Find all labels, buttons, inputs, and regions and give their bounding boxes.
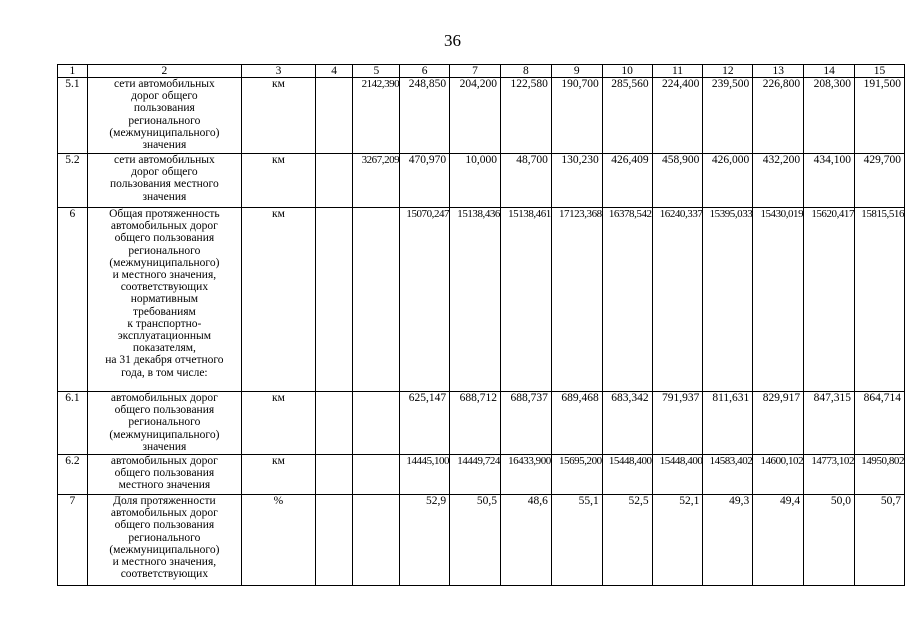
unit-cell: км bbox=[242, 455, 316, 495]
value-cell-col14: 50,0 bbox=[804, 495, 855, 586]
value-cell-col10: 15448,400 bbox=[602, 455, 652, 495]
indicator-name-line: общего пользования bbox=[114, 519, 215, 532]
value-cell-col6: 15070,247 bbox=[400, 208, 450, 392]
indicator-name-line: соответствующих bbox=[120, 568, 209, 581]
value-cell-col14: 14773,102 bbox=[804, 455, 855, 495]
value-cell-col11: 15448,400 bbox=[652, 455, 703, 495]
column-header-13: 13 bbox=[753, 65, 804, 78]
row-number: 6 bbox=[58, 208, 88, 392]
column-header-5: 5 bbox=[353, 65, 400, 78]
column-header-8: 8 bbox=[500, 65, 551, 78]
table-row bbox=[58, 208, 905, 392]
indicator-name-line: общего пользования bbox=[114, 232, 215, 245]
table-row bbox=[58, 455, 905, 495]
column-header-14: 14 bbox=[804, 65, 855, 78]
value-cell-col14: 208,300 bbox=[804, 78, 855, 154]
indicator-name-line: регионального bbox=[128, 531, 201, 544]
indicator-name-line: значения bbox=[142, 190, 187, 203]
indicator-name-line: общего пользования bbox=[114, 404, 215, 417]
indicator-name-line: Общая протяженность bbox=[109, 208, 220, 220]
indicator-name-line: пользования bbox=[133, 102, 195, 115]
value-cell-col10: 52,5 bbox=[602, 495, 652, 586]
indicator-name-line: (межмуниципального) bbox=[109, 543, 220, 556]
indicator-name-line: (межмуниципального) bbox=[109, 256, 220, 269]
column-header-9: 9 bbox=[551, 65, 602, 78]
value-cell-col9: 55,1 bbox=[551, 495, 602, 586]
column-header-10: 10 bbox=[602, 65, 652, 78]
indicator-name-line: значения bbox=[142, 139, 187, 152]
value-cell-col10: 683,342 bbox=[602, 392, 652, 455]
value-cell-col12: 239,500 bbox=[703, 78, 753, 154]
value-cell-col12: 811,631 bbox=[703, 392, 753, 455]
value-cell-col9: 689,468 bbox=[551, 392, 602, 455]
value-cell-col9: 130,230 bbox=[551, 154, 602, 208]
value-cell-col11: 458,900 bbox=[652, 154, 703, 208]
value-cell-col4 bbox=[315, 455, 352, 495]
indicator-name-line: Доля протяженности bbox=[113, 495, 216, 507]
indicator-name-line: эксплуатационным bbox=[117, 330, 212, 343]
column-header-15: 15 bbox=[855, 65, 905, 78]
value-cell-col6: 52,9 bbox=[400, 495, 450, 586]
indicator-name-line: местного значения bbox=[118, 479, 211, 492]
indicator-name-line: нормативным bbox=[130, 293, 199, 306]
indicator-name bbox=[87, 154, 241, 208]
value-cell-col6: 470,970 bbox=[400, 154, 450, 208]
value-cell-col13: 432,200 bbox=[753, 154, 804, 208]
value-cell-col5 bbox=[353, 455, 400, 495]
value-cell-col6: 248,850 bbox=[400, 78, 450, 154]
indicator-name-line: автомобильных дорог bbox=[110, 455, 218, 467]
unit-cell: км bbox=[242, 78, 316, 154]
value-cell-col4 bbox=[315, 78, 352, 154]
value-cell-col6: 14445,100 bbox=[400, 455, 450, 495]
value-cell-col10: 426,409 bbox=[602, 154, 652, 208]
value-cell-col7: 204,200 bbox=[450, 78, 501, 154]
value-cell-col4 bbox=[315, 154, 352, 208]
indicator-name-line: сети автомобильных bbox=[114, 154, 215, 166]
indicator-name-line: и местного значения, bbox=[112, 269, 217, 282]
value-cell-col13: 829,917 bbox=[753, 392, 804, 455]
value-cell-col15: 50,7 bbox=[855, 495, 905, 586]
value-cell-col6: 625,147 bbox=[400, 392, 450, 455]
value-cell-col15: 14950,802 bbox=[855, 455, 905, 495]
value-cell-col8: 15138,461 bbox=[500, 208, 551, 392]
indicator-name-line: показателям, bbox=[132, 342, 196, 355]
column-header-7: 7 bbox=[450, 65, 501, 78]
value-cell-col7: 15138,436 bbox=[450, 208, 501, 392]
row-number: 7 bbox=[58, 495, 88, 586]
value-cell-col8: 122,580 bbox=[500, 78, 551, 154]
value-cell-col14: 434,100 bbox=[804, 154, 855, 208]
row-number: 5.1 bbox=[58, 78, 88, 154]
value-cell-col15: 15815,516 bbox=[855, 208, 905, 392]
indicator-name bbox=[87, 495, 241, 586]
indicator-name bbox=[87, 78, 241, 154]
data-table bbox=[57, 64, 905, 586]
row-number: 6.1 bbox=[58, 392, 88, 455]
value-cell-col8: 16433,900 bbox=[500, 455, 551, 495]
table-row bbox=[58, 392, 905, 455]
value-cell-col5: 3267,209 bbox=[353, 154, 400, 208]
value-cell-col11: 224,400 bbox=[652, 78, 703, 154]
value-cell-col12: 49,3 bbox=[703, 495, 753, 586]
value-cell-col4 bbox=[315, 208, 352, 392]
value-cell-col13: 14600,102 bbox=[753, 455, 804, 495]
value-cell-col13: 226,800 bbox=[753, 78, 804, 154]
page-number: 36 bbox=[444, 31, 461, 50]
indicator-name-line: автомобильных дорог bbox=[110, 220, 218, 233]
column-header-4: 4 bbox=[315, 65, 352, 78]
indicator-name-line: дорог общего bbox=[131, 90, 198, 103]
value-cell-col11: 52,1 bbox=[652, 495, 703, 586]
indicator-name-line: требованиям bbox=[132, 305, 196, 318]
indicator-name-line: регионального bbox=[128, 114, 201, 127]
value-cell-col12: 15395,033 bbox=[703, 208, 753, 392]
value-cell-col11: 16240,337 bbox=[652, 208, 703, 392]
indicator-name-line: (межмуниципального) bbox=[109, 126, 220, 139]
unit-cell: км bbox=[242, 392, 316, 455]
column-header-11: 11 bbox=[652, 65, 703, 78]
indicator-name-line: автомобильных дорог bbox=[110, 507, 218, 520]
value-cell-col9: 17123,368 bbox=[551, 208, 602, 392]
header-row bbox=[58, 65, 905, 78]
value-cell-col13: 49,4 bbox=[753, 495, 804, 586]
column-header-6: 6 bbox=[400, 65, 450, 78]
column-header-1: 1 bbox=[58, 65, 88, 78]
indicator-name-line: года, в том числе: bbox=[121, 366, 208, 379]
value-cell-col15: 191,500 bbox=[855, 78, 905, 154]
value-cell-col10: 285,560 bbox=[602, 78, 652, 154]
indicator-name-line: регионального bbox=[128, 244, 201, 257]
value-cell-col4 bbox=[315, 495, 352, 586]
value-cell-col8: 48,700 bbox=[500, 154, 551, 208]
value-cell-col8: 688,737 bbox=[500, 392, 551, 455]
value-cell-col15: 864,714 bbox=[855, 392, 905, 455]
indicator-name-line: значения bbox=[142, 440, 187, 453]
value-cell-col13: 15430,019 bbox=[753, 208, 804, 392]
value-cell-col7: 50,5 bbox=[450, 495, 501, 586]
unit-cell: км bbox=[242, 154, 316, 208]
indicator-name-line: автомобильных дорог bbox=[110, 392, 218, 404]
value-cell-col9: 15695,200 bbox=[551, 455, 602, 495]
value-cell-col12: 14583,402 bbox=[703, 455, 753, 495]
value-cell-col7: 14449,724 bbox=[450, 455, 501, 495]
unit-cell: % bbox=[242, 495, 316, 586]
indicator-name bbox=[87, 208, 241, 392]
indicator-name-line: пользования местного bbox=[110, 178, 219, 191]
unit-cell: км bbox=[242, 208, 316, 392]
value-cell-col14: 847,315 bbox=[804, 392, 855, 455]
table-row bbox=[58, 154, 905, 208]
indicator-name-line: на 31 декабря отчетного bbox=[105, 354, 224, 367]
value-cell-col5 bbox=[353, 495, 400, 586]
value-cell-col7: 10,000 bbox=[450, 154, 501, 208]
indicator-name-line: к транспортно- bbox=[127, 317, 202, 330]
value-cell-col15: 429,700 bbox=[855, 154, 905, 208]
table-row bbox=[58, 78, 905, 154]
column-header-2: 2 bbox=[87, 65, 241, 78]
value-cell-col11: 791,937 bbox=[652, 392, 703, 455]
indicator-name-line: регионального bbox=[128, 416, 201, 429]
row-number: 6.2 bbox=[58, 455, 88, 495]
indicator-name-line: соответствующих bbox=[120, 281, 209, 294]
value-cell-col5 bbox=[353, 392, 400, 455]
indicator-name bbox=[87, 455, 241, 495]
indicator-name-line: (межмуниципального) bbox=[109, 428, 220, 441]
indicator-name bbox=[87, 392, 241, 455]
value-cell-col12: 426,000 bbox=[703, 154, 753, 208]
value-cell-col5: 2142,390 bbox=[353, 78, 400, 154]
value-cell-col5 bbox=[353, 208, 400, 392]
row-number: 5.2 bbox=[58, 154, 88, 208]
value-cell-col14: 15620,417 bbox=[804, 208, 855, 392]
value-cell-col8: 48,6 bbox=[500, 495, 551, 586]
value-cell-col9: 190,700 bbox=[551, 78, 602, 154]
column-header-12: 12 bbox=[703, 65, 753, 78]
indicator-name-line: и местного значения, bbox=[112, 556, 217, 569]
indicator-name-line: общего пользования bbox=[114, 467, 215, 480]
column-header-3: 3 bbox=[242, 65, 316, 78]
table-row bbox=[58, 495, 905, 586]
value-cell-col10: 16378,542 bbox=[602, 208, 652, 392]
value-cell-col7: 688,712 bbox=[450, 392, 501, 455]
indicator-name-line: сети автомобильных bbox=[114, 78, 215, 90]
indicator-name-line: дорог общего bbox=[131, 166, 198, 179]
value-cell-col4 bbox=[315, 392, 352, 455]
table-body bbox=[58, 65, 905, 586]
